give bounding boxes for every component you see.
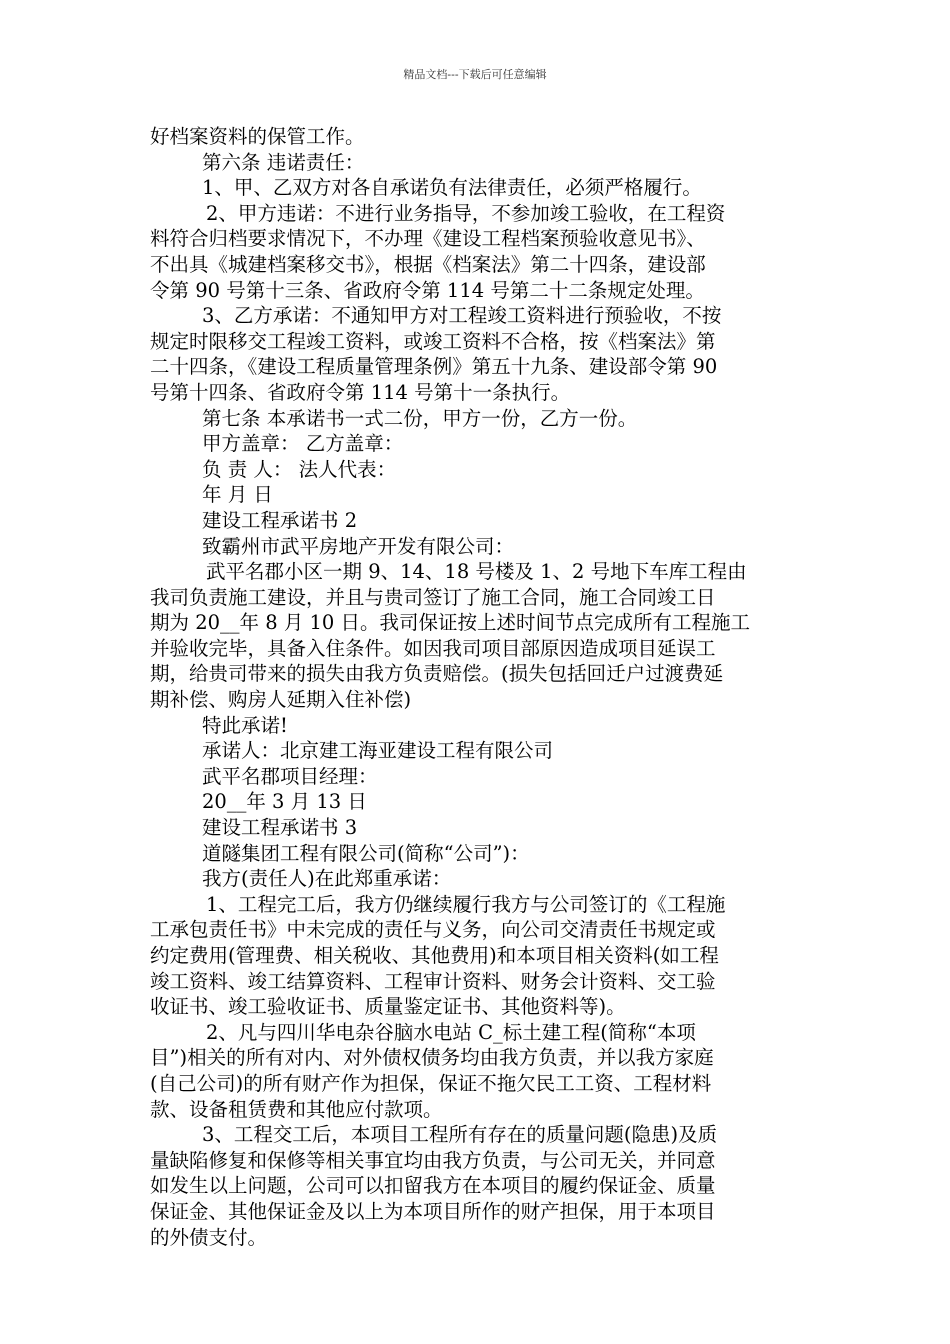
text-line: 年 月 日 — [202, 483, 273, 507]
text-line: 不出具《城建档案移交书》，根据《档案法》第二十四条，建设部 — [150, 252, 706, 276]
text-line: 令第 90 号第十三条、省政府令第 114 号第二十二条规定处理。 — [150, 278, 705, 302]
text-line: 第六条 违诺责任： — [202, 150, 365, 174]
document-body — [150, 124, 810, 1250]
text-line: 建设工程承诺书 2 — [202, 508, 358, 532]
text-line: 并验收完毕，具备入住条件。如因我司项目部原因造成项目延误工 — [150, 636, 716, 660]
text-line: 第七条 本承诺书一式二份，甲方一份，乙方一份。 — [202, 406, 638, 430]
text-line: 道隧集团工程有限公司(简称“公司”)： — [202, 841, 530, 865]
text-line: (自己公司)的所有财产作为担保，保证不拖欠民工工资、工程材料 — [150, 1071, 712, 1095]
text-line: 收证书、竣工验收证书、质量鉴定证书、其他资料等)。 — [150, 995, 626, 1019]
text-line: 目”)相关的所有对内、对外债权债务均由我方负责，并以我方家庭 — [150, 1046, 714, 1070]
text-line: 款、设备租赁费和其他应付款项。 — [150, 1097, 443, 1121]
text-line: 武平名郡项目经理： — [202, 764, 378, 788]
text-line: 3、工程交工后，本项目工程所有存在的质量问题(隐患)及质 — [202, 1123, 718, 1147]
text-line: 保证金、其他保证金及以上为本项目所作的财产担保，用于本项目 — [150, 1199, 716, 1223]
text-line: 好档案资料的保管工作。 — [150, 125, 365, 148]
text-line: 号第十四条、省政府令第 114 号第十一条执行。 — [150, 380, 571, 404]
text-line: 承诺人：北京建工海亚建设工程有限公司 — [202, 739, 554, 763]
text-line: 工承包责任书》中未完成的责任与义务，向公司交清责任书规定或 — [150, 918, 716, 942]
text-line: 期为 20__年 8 月 10 日。我司保证按上述时间节点完成所有工程施工 — [150, 611, 751, 635]
text-line: 1、工程完工后，我方仍继续履行我方与公司签订的《工程施 — [206, 892, 726, 916]
text-line: 2、甲方违诺：不进行业务指导，不参加竣工验收，在工程资 — [206, 201, 726, 225]
text-line: 期，给贵司带来的损失由我方负责赔偿。(损失包括回迁户过渡费延 — [150, 662, 724, 686]
text-line: 规定时限移交工程竣工资料，或竣工资料不合格，按《档案法》第 — [150, 329, 716, 353]
text-line: 如发生以上问题，公司可以扣留我方在本项目的履约保证金、质量 — [150, 1174, 716, 1198]
text-line: 负 责 人： 法人代表： — [202, 457, 397, 481]
text-line: 20__年 3 月 13 日 — [202, 790, 367, 814]
text-line: 2、凡与四川华电杂谷脑水电站 C_标土建工程(简称“本项 — [206, 1020, 696, 1044]
text-line: 3、乙方承诺：不通知甲方对工程竣工资料进行预验收，不按 — [202, 304, 722, 328]
text-line: 特此承诺! — [202, 713, 288, 737]
text-line: 期补偿、购房人延期入住补偿) — [150, 688, 412, 712]
text-line: 建设工程承诺书 3 — [202, 816, 358, 840]
text-line: 料符合归档要求情况下，不办理《建设工程档案预验收意见书》、 — [150, 227, 706, 251]
text-line: 量缺陷修复和保修等相关事宜均由我方负责，与公司无关，并同意 — [150, 1148, 716, 1172]
text-line: 武平名郡小区一期 9、14、18 号楼及 1、2 号地下车库工程由 — [206, 560, 747, 584]
text-line: 竣工资料、竣工结算资料、工程审计资料、财务会计资料、交工验 — [150, 969, 716, 993]
text-line: 的外债支付。 — [150, 1225, 268, 1249]
text-line: 致霸州市武平房地产开发有限公司： — [202, 534, 515, 558]
text-line: 甲方盖章： 乙方盖章： — [202, 432, 404, 456]
text-line: 我方(责任人)在此郑重承诺： — [202, 867, 452, 891]
text-line: 1、甲、乙双方对各自承诺负有法律责任，必须严格履行。 — [202, 176, 702, 200]
text-line: 我司负责施工建设，并且与贵司签订了施工合同，施工合同竣工日 — [150, 585, 716, 609]
text-line: 二十四条，《建设工程质量管理条例》第五十九条、建设部令第 90 — [150, 355, 718, 379]
page-header: 精品文档---下载后可任意编辑 — [403, 68, 547, 81]
text-line: 约定费用(管理费、相关税收、其他费用)和本项目相关资料(如工程 — [150, 944, 719, 967]
